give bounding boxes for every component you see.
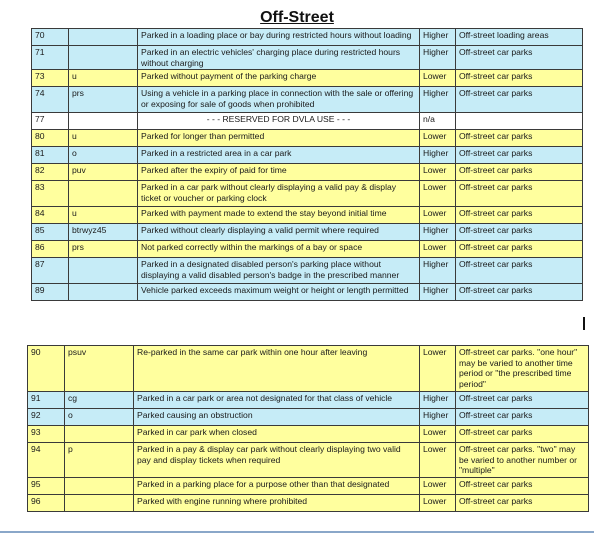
code-cell: 83 [32, 181, 69, 207]
code-cell: 70 [32, 29, 69, 46]
description-cell: Parked with engine running where prohibited [134, 495, 420, 512]
level-cell: Higher [420, 224, 456, 241]
description-cell: Parked in a car park without clearly displaying a valid pay & display ticket or voucher or parking clock [138, 181, 420, 207]
code-cell: 91 [28, 392, 65, 409]
suffix-cell [69, 181, 138, 207]
level-cell: Lower [420, 70, 456, 87]
category-cell: Off-street car parks [456, 207, 583, 224]
level-cell: Higher [420, 284, 456, 301]
suffix-cell [69, 29, 138, 46]
category-cell: Off-street car parks [456, 46, 583, 70]
contravention-table-1 [31, 28, 583, 301]
category-cell: Off-street car parks [456, 130, 583, 147]
description-cell: Parked in car park when closed [134, 426, 420, 443]
code-cell: 94 [28, 443, 65, 478]
table-row [32, 46, 583, 70]
code-cell: 93 [28, 426, 65, 443]
code-cell: 77 [32, 113, 69, 130]
description-cell: Parked in a loading place or bay during restricted hours without loading [138, 29, 420, 46]
category-cell: Off-street loading areas [456, 29, 583, 46]
description-cell: Parked causing an obstruction [134, 409, 420, 426]
table-row [32, 224, 583, 241]
level-cell: Lower [420, 130, 456, 147]
code-cell: 87 [32, 258, 69, 284]
table-row [32, 29, 583, 46]
category-cell: Off-street car parks [456, 147, 583, 164]
level-cell: Lower [420, 164, 456, 181]
category-cell: Off-street car parks [456, 258, 583, 284]
level-cell: Lower [420, 181, 456, 207]
description-cell: Parked for longer than permitted [138, 130, 420, 147]
table-row [28, 426, 589, 443]
table-row [32, 207, 583, 224]
edge-mark [583, 317, 585, 330]
description-cell: Parked with payment made to extend the stay beyond initial time [138, 207, 420, 224]
level-cell: Higher [420, 147, 456, 164]
table-row [32, 181, 583, 207]
suffix-cell: prs [69, 241, 138, 258]
suffix-cell: prs [69, 87, 138, 113]
table-row [32, 164, 583, 181]
level-cell: Higher [420, 87, 456, 113]
table-2-body [28, 346, 589, 512]
category-cell: Off-street car parks [456, 87, 583, 113]
code-cell: 86 [32, 241, 69, 258]
level-cell: Lower [420, 207, 456, 224]
code-cell: 82 [32, 164, 69, 181]
code-cell: 85 [32, 224, 69, 241]
table-row [32, 284, 583, 301]
suffix-cell: o [65, 409, 134, 426]
bottom-rule [0, 531, 594, 533]
level-cell: Lower [420, 241, 456, 258]
suffix-cell: u [69, 130, 138, 147]
category-cell: Off-street car parks [456, 224, 583, 241]
category-cell: Off-street car parks [456, 478, 589, 495]
category-cell: Off-street car parks [456, 426, 589, 443]
level-cell: Lower [420, 495, 456, 512]
description-cell: Parked in an electric vehicles' charging place during restricted hours without charging [138, 46, 420, 70]
table-row [28, 409, 589, 426]
page-title: Off-Street [260, 9, 334, 26]
table-row [28, 443, 589, 478]
suffix-cell [65, 495, 134, 512]
contravention-table-2 [27, 345, 589, 512]
category-cell: Off-street car parks. "two" may be varied to another number or "multiple" [456, 443, 589, 478]
suffix-cell: btrwyz45 [69, 224, 138, 241]
code-cell: 95 [28, 478, 65, 495]
level-cell: Higher [420, 409, 456, 426]
code-cell: 81 [32, 147, 69, 164]
code-cell: 92 [28, 409, 65, 426]
category-cell: Off-street car parks [456, 241, 583, 258]
level-cell: Higher [420, 46, 456, 70]
table-row [32, 258, 583, 284]
category-cell: Off-street car parks [456, 181, 583, 207]
description-cell: Parked in a restricted area in a car park [138, 147, 420, 164]
category-cell: Off-street car parks [456, 70, 583, 87]
table-row [28, 346, 589, 392]
level-cell: Higher [420, 392, 456, 409]
suffix-cell [65, 426, 134, 443]
table-row [32, 70, 583, 87]
table-row [28, 392, 589, 409]
description-cell: Parked in a designated disabled person's parking place without displaying a valid disabled person's badge in the prescribed manner [138, 258, 420, 284]
suffix-cell: u [69, 207, 138, 224]
description-cell: Parked in a car park or area not designated for that class of vehicle [134, 392, 420, 409]
suffix-cell [69, 113, 138, 130]
level-cell: n/a [420, 113, 456, 130]
description-cell: Parked in a pay & display car park without clearly displaying two valid pay and display tickets when required [134, 443, 420, 478]
table-row [32, 147, 583, 164]
description-cell: Using a vehicle in a parking place in connection with the sale or offering or exposing for sale of goods when prohibited [138, 87, 420, 113]
level-cell: Lower [420, 443, 456, 478]
code-cell: 84 [32, 207, 69, 224]
suffix-cell: u [69, 70, 138, 87]
table-row [32, 113, 583, 130]
category-cell: Off-street car parks [456, 164, 583, 181]
code-cell: 90 [28, 346, 65, 392]
category-cell: Off-street car parks. "one hour" may be varied to another time period or "the prescribed time period" [456, 346, 589, 392]
description-cell: Parked without payment of the parking charge [138, 70, 420, 87]
description-cell: Parked in a parking place for a purpose other than that designated [134, 478, 420, 495]
code-cell: 80 [32, 130, 69, 147]
table-row [32, 241, 583, 258]
category-cell: Off-street car parks [456, 409, 589, 426]
suffix-cell: o [69, 147, 138, 164]
category-cell: Off-street car parks [456, 284, 583, 301]
suffix-cell: cg [65, 392, 134, 409]
category-cell: Off-street car parks [456, 495, 589, 512]
level-cell: Lower [420, 346, 456, 392]
suffix-cell [65, 478, 134, 495]
description-cell: Parked after the expiry of paid for time [138, 164, 420, 181]
code-cell: 71 [32, 46, 69, 70]
description-cell: Re-parked in the same car park within one hour after leaving [134, 346, 420, 392]
code-cell: 89 [32, 284, 69, 301]
suffix-cell [69, 46, 138, 70]
level-cell: Higher [420, 258, 456, 284]
level-cell: Lower [420, 478, 456, 495]
suffix-cell: psuv [65, 346, 134, 392]
description-cell: - - - RESERVED FOR DVLA USE - - - [138, 113, 420, 130]
code-cell: 96 [28, 495, 65, 512]
suffix-cell: p [65, 443, 134, 478]
description-cell: Not parked correctly within the markings of a bay or space [138, 241, 420, 258]
suffix-cell [69, 284, 138, 301]
suffix-cell [69, 258, 138, 284]
table-row [32, 87, 583, 113]
category-cell: Off-street car parks [456, 392, 589, 409]
level-cell: Lower [420, 426, 456, 443]
level-cell: Higher [420, 29, 456, 46]
code-cell: 73 [32, 70, 69, 87]
description-cell: Vehicle parked exceeds maximum weight or height or length permitted [138, 284, 420, 301]
table-1-body [32, 29, 583, 301]
code-cell: 74 [32, 87, 69, 113]
table-row [28, 478, 589, 495]
table-row [28, 495, 589, 512]
suffix-cell: puv [69, 164, 138, 181]
category-cell [456, 113, 583, 130]
description-cell: Parked without clearly displaying a valid permit where required [138, 224, 420, 241]
table-row [32, 130, 583, 147]
